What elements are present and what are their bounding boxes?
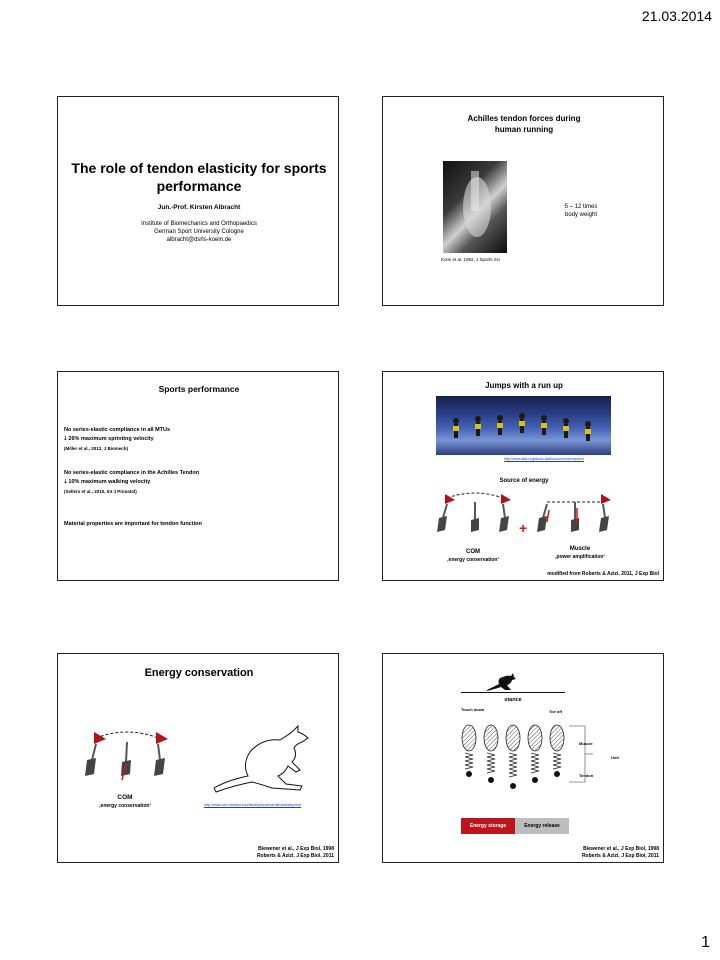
- com-label: COM: [117, 794, 133, 801]
- photo-citation: Komi et al. 1992, J Sports Sci: [441, 257, 501, 262]
- tendon-label: Tendon: [579, 773, 594, 778]
- com-leg-diagram: [82, 728, 172, 786]
- force-line1: 5 – 12 times: [564, 204, 598, 210]
- com-leg-diagram: [435, 490, 515, 540]
- author-email: albracht@dshs-koeln.de: [166, 237, 232, 243]
- evidence-block-2: [64, 469, 199, 496]
- block1-heading: No series-elastic compliance in all MTUs: [64, 427, 171, 433]
- photo-source-link[interactable]: http://www.iaaf.org/about-iaaf/documents/research: [504, 457, 585, 461]
- com-sublabel: ‚energy conservation‘: [447, 557, 499, 563]
- slide-energy-conservation: [57, 653, 339, 863]
- affiliation-line1: Institute of Biomechanics and Orthopaedics: [141, 221, 257, 227]
- slide-jumps-run-up: [382, 371, 664, 581]
- toe-off-label: Toe off: [549, 709, 563, 714]
- slide-heading: [393, 113, 655, 135]
- block2-citation: (Sellers et al., 2010, Int J Primatol): [64, 489, 137, 494]
- conclusion: Material properties are important for tendon function: [64, 521, 202, 527]
- unit-label: Unit: [611, 755, 619, 760]
- muscle-label: Muscle: [569, 546, 591, 552]
- slide-citation: [582, 846, 659, 860]
- ground-line: [461, 692, 565, 693]
- energy-storage-box: Energy storage: [461, 818, 515, 834]
- energy-source-heading: Source of energy: [499, 478, 549, 484]
- com-sublabel: ‚energy conservation‘: [99, 803, 151, 809]
- down-arrow-icon: 🡓: [64, 436, 67, 442]
- block1-result: 26% maximum sprinting velocity: [68, 436, 154, 442]
- muscle-label: Muscle: [579, 741, 593, 746]
- slide-citation: modified from Roberts & Azizi, 2011, J Exp Biol: [547, 571, 659, 577]
- muscle-tendon-springs: [457, 722, 567, 798]
- force-line2: body weight: [564, 212, 598, 218]
- muscle-leg-diagram: [535, 490, 615, 540]
- slide-heading: Energy conservation: [144, 667, 254, 679]
- affiliation: [68, 220, 330, 244]
- slide-heading-line1: Achilles tendon forces during: [467, 114, 581, 123]
- block2-heading: No series-elastic compliance in the Achilles Tendon: [64, 470, 200, 476]
- energy-release-box: Energy release: [515, 818, 569, 834]
- page-date: 21.03.2014: [641, 8, 712, 24]
- citation-line1: Biewener et al., J Exp Biol, 1998: [258, 846, 334, 852]
- slide-achilles-forces: [382, 96, 664, 306]
- presentation-title: The role of tendon elasticity for sports performance: [71, 160, 327, 194]
- stance-label: stance: [504, 697, 522, 703]
- kangaroo-outline-drawing: [208, 724, 318, 794]
- author-name: Jun.-Prof. Kirsten Albracht: [157, 204, 241, 211]
- slide-heading-line2: human running: [494, 125, 554, 134]
- muscle-sublabel: ‚power amplification‘: [555, 554, 605, 560]
- slide-stance-phase: [382, 653, 664, 863]
- citation-line2: Roberts & Azizi, J Exp Biol, 2011: [581, 853, 659, 859]
- slide-heading: Sports performance: [158, 384, 240, 394]
- citation-line1: Biewener et al., J Exp Biol, 1998: [583, 846, 659, 852]
- force-note: [551, 203, 611, 219]
- slide-citation: [257, 846, 334, 860]
- unit-bracket: [569, 724, 609, 788]
- slide-title: [57, 96, 339, 306]
- com-label: COM: [466, 549, 480, 555]
- citation-line2: Roberts & Azizi, J Exp Biol, 2011: [256, 853, 334, 859]
- block1-citation: (Miller et al., 2012, J Biomech): [64, 446, 129, 451]
- slide-sports-performance: [57, 371, 339, 581]
- kangaroo-icon: [485, 672, 517, 692]
- block2-result: 10% maximum walking velocity: [68, 479, 151, 485]
- jump-sequence-photo: [436, 396, 611, 455]
- evidence-block-1: [64, 426, 170, 453]
- down-arrow-icon: 🡓: [64, 479, 67, 485]
- slide-heading: Jumps with a run up: [485, 381, 563, 390]
- running-photo: [443, 161, 507, 253]
- affiliation-line2: German Sport University Cologne: [154, 229, 244, 235]
- kangaroo-source-link[interactable]: http://www.oeb.harvard.edu/faculty/biewener/lab/wallaby.html: [204, 803, 302, 807]
- page-number: 1: [701, 934, 710, 951]
- plus-sign: +: [519, 520, 528, 536]
- touch-down-label: Touch down: [461, 707, 485, 712]
